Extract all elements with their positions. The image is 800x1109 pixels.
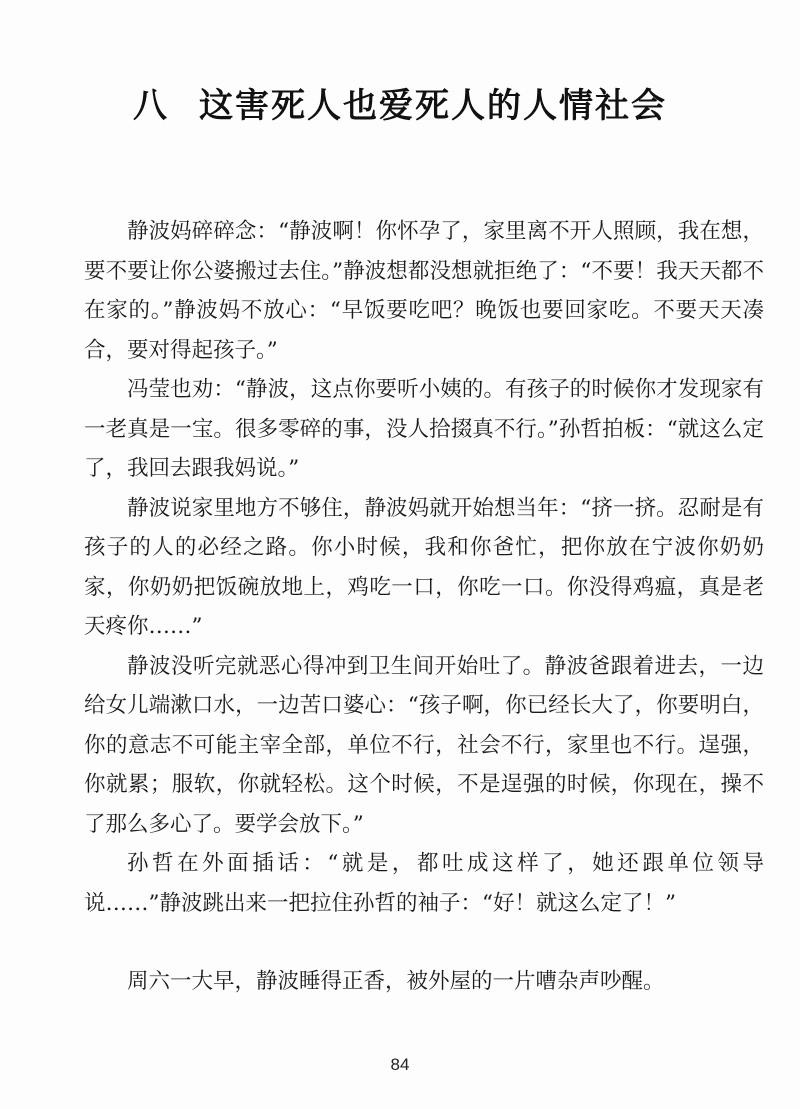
page-number: 84 (390, 1055, 410, 1074)
paragraph: 孙哲在外面插话：“就是，都吐成这样了，她还跟单位领导说……”静波跳出来一把拉住孙哲的袖子：“好！就这么定了！” (84, 851, 764, 916)
paragraph: 静波没听完就恶心得冲到卫生间开始吐了。静波爸跟着进去，一边给女儿端漱口水，一边苦口婆心：“孩子啊，你已经长大了，你要明白，你的意志不可能主宰全部，单位不行，社会不行，家里也不行。逞强，你就累；服软，你就轻松。这个时候，不是逞强的时候，你现在，操不了那么多心了。要学会放下。” (84, 653, 764, 837)
paragraph: 静波说家里地方不够住，静波妈就开始想当年：“挤一挤。忍耐是有孩子的人的必经之路。你小时候，我和你爸忙，把你放在宁波你奶奶家，你奶奶把饭碗放地上，鸡吃一口，你吃一口。你没得鸡瘟，真是老天疼你……” (84, 495, 764, 639)
chapter-title (0, 78, 800, 127)
paragraph: 冯莹也劝：“静波，这点你要听小姨的。有孩子的时候你才发现家有一老真是一宝。很多零碎的事，没人拾掇真不行。”孙哲拍板：“就这么定了，我回去跟我妈说。” (84, 377, 764, 481)
paragraph: 静波妈碎碎念：“静波啊！你怀孕了，家里离不开人照顾，我在想，要不要让你公婆搬过去住。”静波想都没想就拒绝了：“不要！我天天都不在家的。”静波妈不放心：“早饭要吃吧？晚饭也要回家吃。不要天天凑合，要对得起孩子。” (84, 219, 764, 363)
chapter-title-text: 这害死人也爱死人的人情社会 (199, 86, 667, 126)
body-text (84, 212, 764, 1002)
paragraph: 周六一大早，静波睡得正香，被外屋的一片嘈杂声吵醒。 (127, 969, 665, 994)
chapter-number: 八 (133, 86, 169, 126)
